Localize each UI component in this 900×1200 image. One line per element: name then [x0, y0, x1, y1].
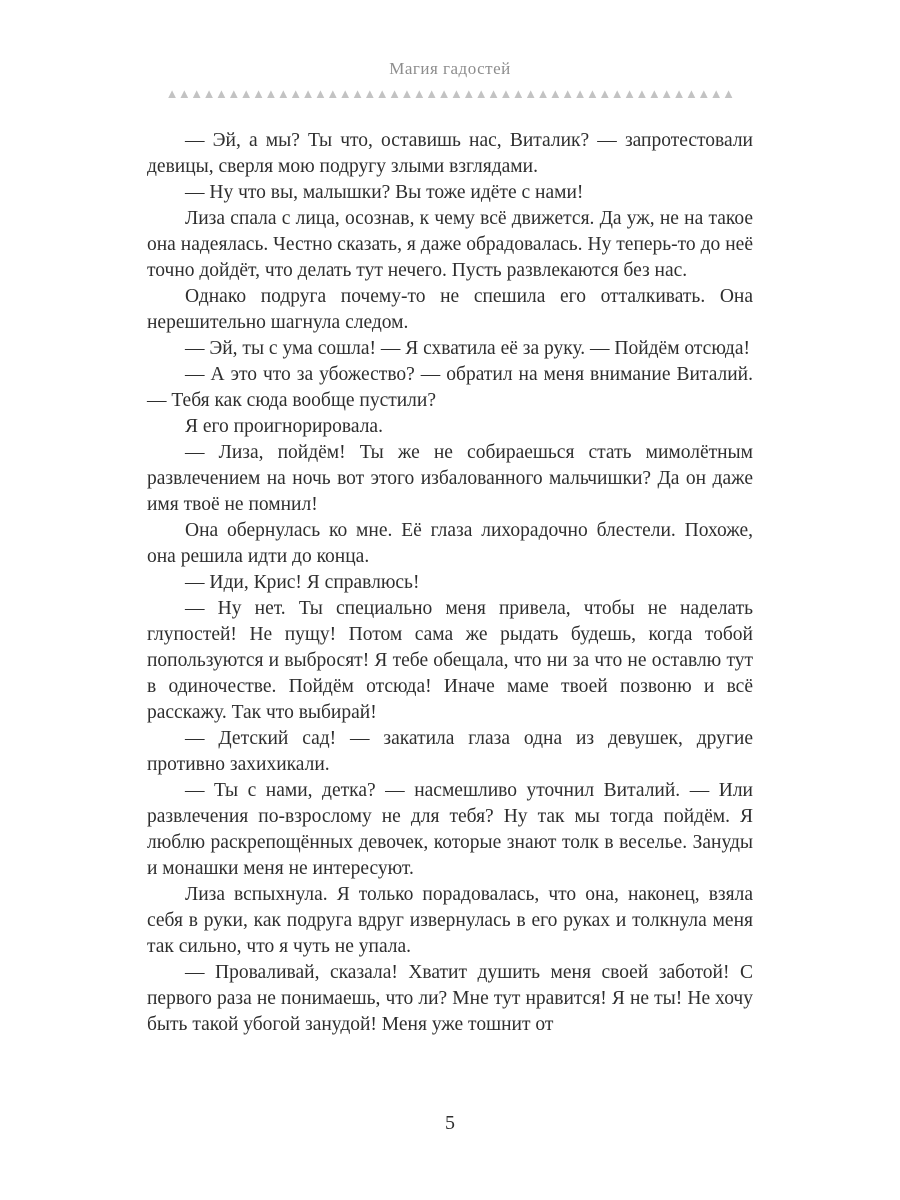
running-header: Магия гадостей — [389, 59, 511, 78]
paragraph: Однако подруга почему-то не спешила его отталкивать. Она нерешительно шагнула следом. — [147, 286, 753, 333]
paragraph: — Ты с нами, детка? — насмешливо уточнил Виталий. — Или развлечения по-взрослому не для тебя? Ну так мы тогда пойдём. Я люблю раскрепощённых девочек, которые знают толк в веселье. Зануды и монашки меня не интересуют. — [147, 780, 753, 879]
paragraph: — Лиза, пойдём! Ты же не собираешься стать мимолётным развлечением на ночь вот этого избалованного мальчишки? Да он даже имя твоё не помнил! — [147, 442, 753, 515]
paragraph: Лиза спала с лица, осознав, к чему всё движется. Да уж, не на такое она надеялась. Честно сказать, я даже обрадовалась. Ну теперь-то до неё точно дойдёт, что делать тут нечего. Пусть развлекаются без нас. — [147, 208, 753, 281]
paragraph: — Эй, ты с ума сошла! — Я схватила её за руку. — Пойдём отсюда! — [185, 338, 750, 359]
page-content — [147, 128, 753, 1038]
paragraph: — Ну нет. Ты специально меня привела, чтобы не наделать глупостей! Не пущу! Потом сама же рыдать будешь, когда тобой попользуются и выбросят! Я тебе обещала, что ни за что не оставлю тут в одиночестве. Пойдём отсюда! Иначе маме твоей позвоню и всё расскажу. Так что выбирай! — [147, 598, 753, 723]
paragraph: Я его проигнорировала. — [185, 416, 383, 437]
paragraph: Она обернулась ко мне. Её глаза лихорадочно блестели. Похоже, она решила идти до конца. — [147, 520, 753, 567]
paragraph: — Эй, а мы? Ты что, оставишь нас, Виталик? — запротестовали девицы, сверля мою подругу злыми взглядами. — [147, 130, 753, 177]
zigzag-divider-icon: ▲▲▲▲▲▲▲▲▲▲▲▲▲▲▲▲▲▲▲▲▲▲▲▲▲▲▲▲▲▲▲▲▲▲▲▲▲▲▲▲▲▲▲▲▲▲ — [165, 87, 735, 100]
page-number: 5 — [445, 1112, 455, 1134]
paragraph: — Проваливай, сказала! Хватит душить меня своей заботой! С первого раза не понимаешь, что ли? Мне тут нравится! Я не ты! Не хочу быть такой убогой занудой! Меня уже тошнит от — [147, 962, 753, 1035]
paragraph: Лиза вспыхнула. Я только порадовалась, что она, наконец, взяла себя в руки, как подруга вдруг извернулась в его руках и толкнула меня так сильно, что я чуть не упала. — [147, 884, 753, 957]
paragraph: — Иди, Крис! Я справлюсь! — [185, 572, 420, 593]
paragraph: — Детский сад! — закатила глаза одна из девушек, другие противно захихикали. — [147, 728, 753, 775]
paragraph: — А это что за убожество? — обратил на меня внимание Виталий. — Тебя как сюда вообще пустили? — [147, 364, 753, 411]
paragraph: — Ну что вы, малышки? Вы тоже идёте с нами! — [185, 182, 584, 203]
